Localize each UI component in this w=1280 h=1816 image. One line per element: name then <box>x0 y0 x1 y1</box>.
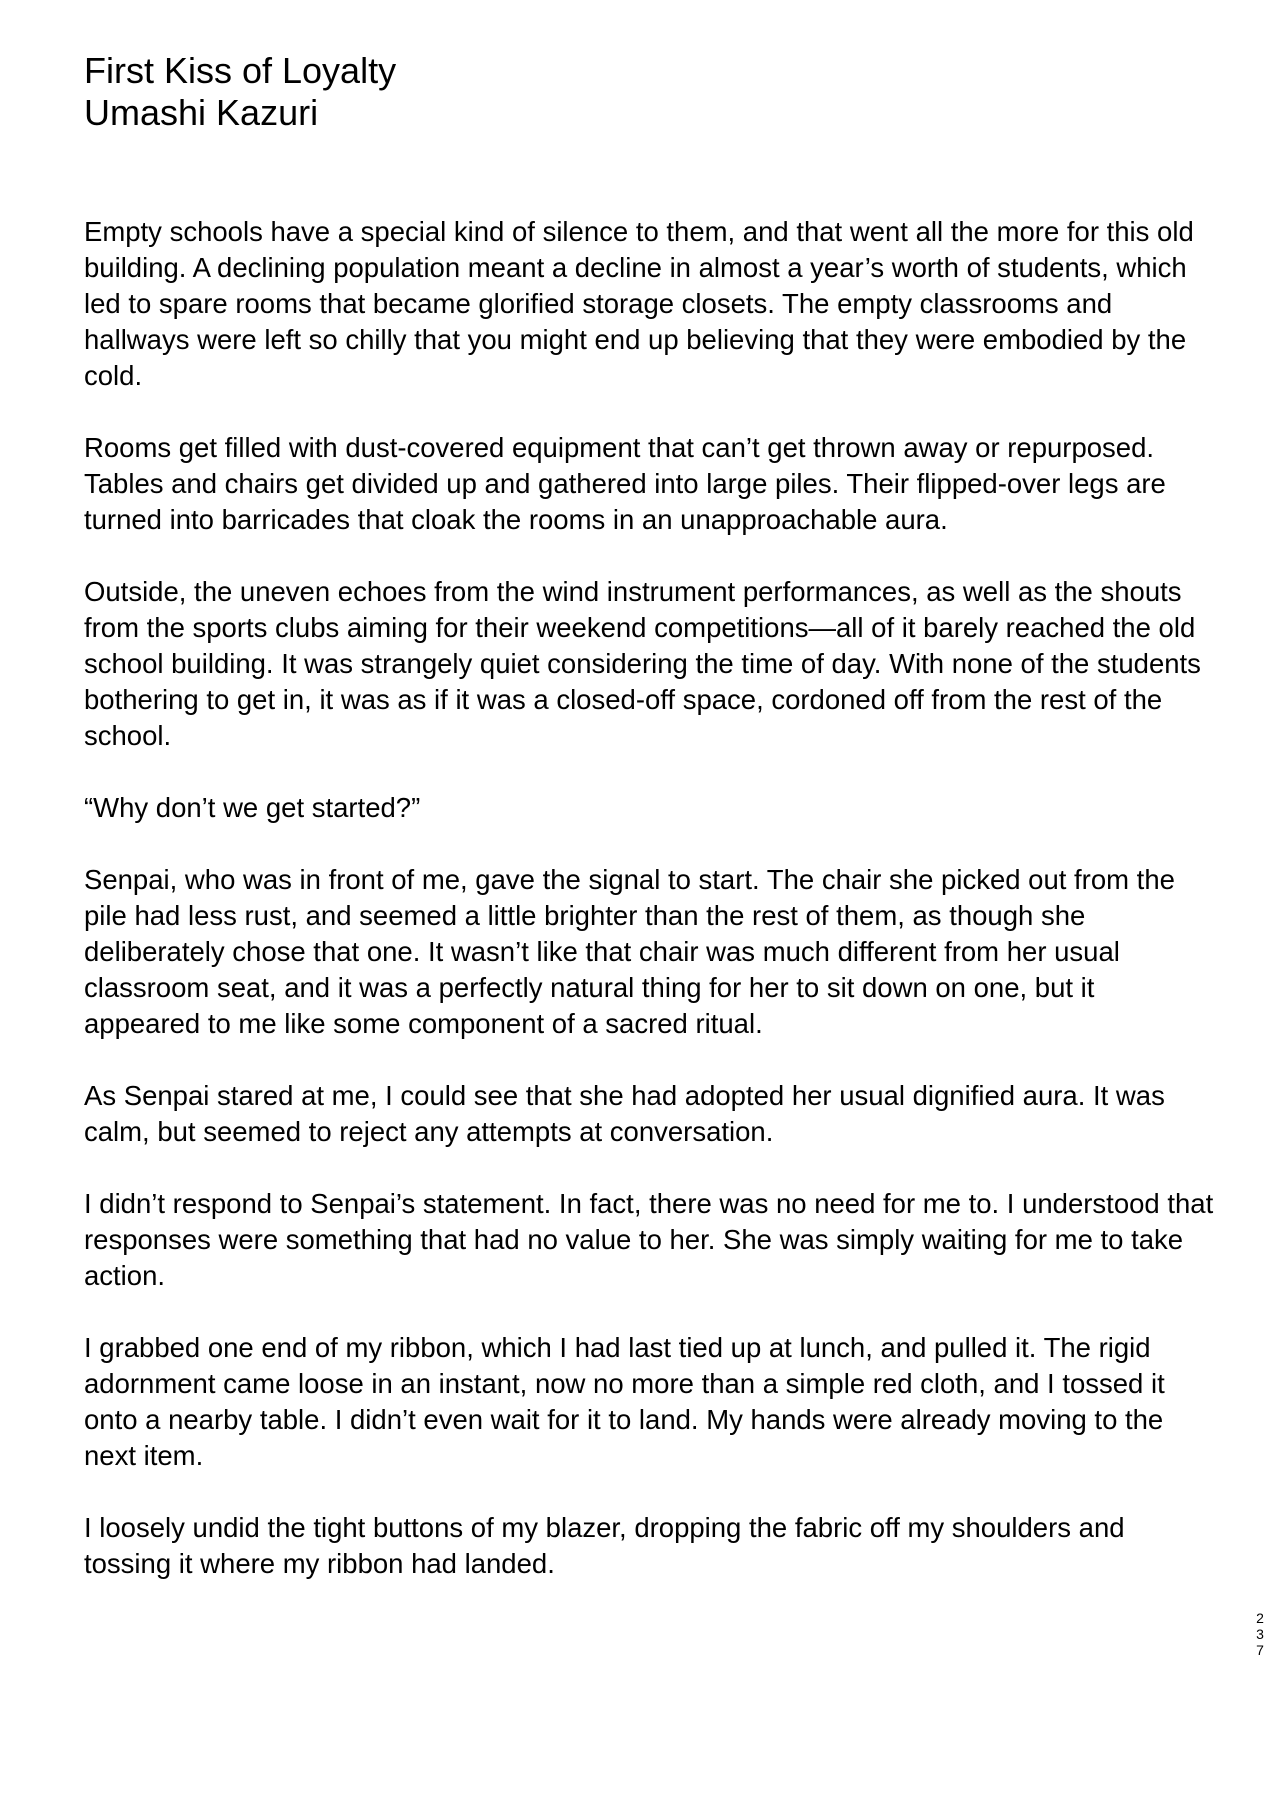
paragraph: “Why don’t we get started?” <box>84 792 421 823</box>
story-title: First Kiss of Loyalty <box>84 50 397 91</box>
paragraph: I loosely undid the tight buttons of my blazer, dropping the fabric off my shoulders and tossing it where my ribbon had landed. <box>84 1512 1125 1579</box>
page-number: 237 <box>1256 1610 1264 1658</box>
body-text <box>84 214 1214 1618</box>
paragraph: Outside, the uneven echoes from the wind instrument performances, as well as the shouts from the sports clubs aiming for their weekend competitions—all of it barely reached the old school building. It was strangely quiet considering the time of day. With none of the students bothering to get in, it was as if it was a closed-off space, cordoned off from the rest of the school. <box>84 576 1201 751</box>
paragraph: I didn’t respond to Senpai’s statement. In fact, there was no need for me to. I understood that responses were something that had no value to her. She was simply waiting for me to take action. <box>84 1188 1214 1291</box>
author-name: Umashi Kazuri <box>84 92 319 133</box>
paragraph: Empty schools have a special kind of silence to them, and that went all the more for this old building. A declining population meant a decline in almost a year’s worth of students, which led to spare rooms that became glorified storage closets. The empty classrooms and hallways were left so chilly that you might end up believing that they were embodied by the cold. <box>84 216 1194 391</box>
paragraph: I grabbed one end of my ribbon, which I had last tied up at lunch, and pulled it. The rigid adornment came loose in an instant, now no more than a simple red cloth, and I tossed it onto a nearby table. I didn’t even wait for it to land. My hands were already moving to the next item. <box>84 1332 1165 1471</box>
title-block <box>84 50 396 134</box>
paragraph: As Senpai stared at me, I could see that she had adopted her usual dignified aura. It was calm, but seemed to reject any attempts at conversation. <box>84 1080 1165 1147</box>
paragraph: Senpai, who was in front of me, gave the signal to start. The chair she picked out from the pile had less rust, and seemed a little brighter than the rest of them, as though she deliberately chose that one. It wasn’t like that chair was much different from her usual classroom seat, and it was a perfectly natural thing for her to sit down on one, but it appeared to me like some component of a sacred ritual. <box>84 864 1175 1039</box>
paragraph: Rooms get filled with dust-covered equipment that can’t get thrown away or repurposed. Tables and chairs get divided up and gathered into large piles. Their flipped-over legs are turned into barricades that cloak the rooms in an unapproachable aura. <box>84 432 1166 535</box>
